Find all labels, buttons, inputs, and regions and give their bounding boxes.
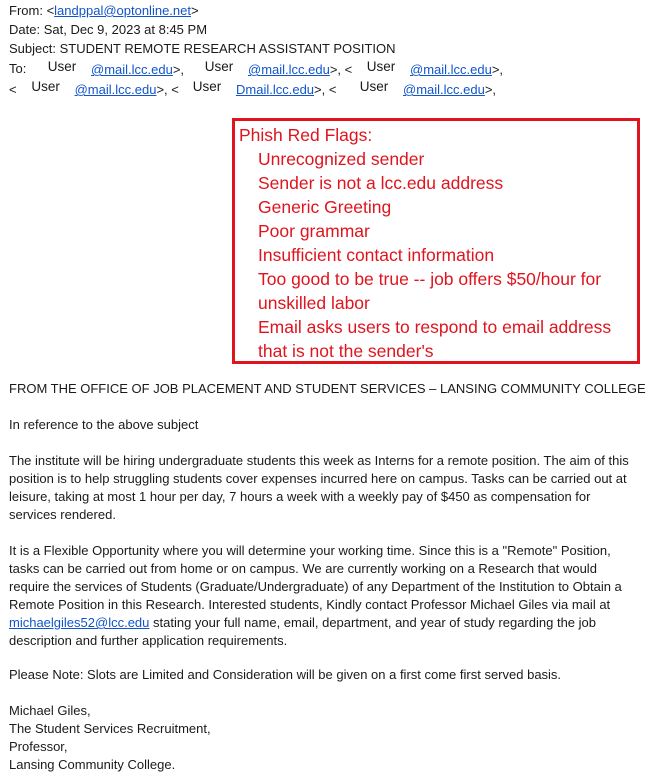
recipient-domain-link[interactable]: @mail.lcc.edu <box>410 62 492 77</box>
recipient-name: User <box>47 59 77 74</box>
from-bracket-open: < <box>46 3 55 18</box>
from-line <box>9 3 199 19</box>
contact-email-link[interactable]: michaelgiles52@lcc.edu <box>9 615 150 630</box>
recipient-domain-link[interactable]: @mail.lcc.edu <box>74 82 157 97</box>
recipient[interactable] <box>33 59 185 78</box>
paragraph-text: stating your full name, email, department, and year of study regarding the job description and further application requirements. <box>9 615 596 648</box>
red-flag-item: that is not the sender's <box>258 341 434 361</box>
red-flag-item: Unrecognized sender <box>258 149 425 169</box>
recipient-name: User <box>204 59 234 74</box>
date-label: Date: <box>9 22 41 37</box>
recipient-separator: >, <box>491 62 504 77</box>
recipient-separator: >, < <box>329 62 353 77</box>
subject-label: Subject: <box>9 41 56 56</box>
recipient-separator: >, < <box>156 82 179 97</box>
recipient-domain-link[interactable]: @mail.lcc.edu <box>403 82 485 97</box>
recipient-domain-link[interactable]: @mail.lcc.edu <box>248 62 330 77</box>
from-address-link[interactable]: landppal@optonline.net <box>54 3 191 18</box>
body-note: Please Note: Slots are Limited and Consideration will be given on a first come first served basis. <box>9 667 562 682</box>
recipient[interactable]: < User @mail.lcc.edu>, < <box>9 79 179 97</box>
from-label: From: <box>9 3 43 18</box>
red-flag-item: Generic Greeting <box>258 197 392 217</box>
signature-line: Lansing Community College. <box>9 757 176 772</box>
recipient-name: User <box>366 59 396 74</box>
red-flag-item: unskilled labor <box>258 293 370 313</box>
paragraph-text: It is a Flexible Opportunity where you will determine your working time. Since this is a "Remote" Position, tasks can be carried out from home or on campus. We are currently working on a Research that would require the services of Students (Graduate/Undergraduate) of any Department of the Institution to Obtain a Remote Position in this Research. Interested students, Kindly contact Professor Michael Giles via mail at <box>9 543 622 612</box>
recipient-name: User <box>31 79 60 94</box>
red-flags-title: Phish Red Flags: <box>239 125 373 145</box>
body-paragraph-1 <box>9 452 639 524</box>
red-flag-item: Insufficient contact information <box>258 245 495 265</box>
subject-line <box>9 41 396 57</box>
body-paragraph-2 <box>9 542 639 650</box>
to-label: To: <box>9 61 27 76</box>
red-flag-item: Email asks users to respond to email address <box>258 317 612 337</box>
body-heading: FROM THE OFFICE OF JOB PLACEMENT AND STUDENT SERVICES – LANSING COMMUNITY COLLEGE <box>9 381 646 396</box>
recipient[interactable] <box>190 59 353 78</box>
recipient[interactable] <box>178 79 337 98</box>
recipient[interactable] <box>345 79 497 98</box>
from-bracket-close: > <box>190 3 199 18</box>
recipient-domain-link[interactable]: Dmail.lcc.edu <box>236 82 315 97</box>
date-line <box>9 22 207 38</box>
recipient-name: User <box>192 79 222 94</box>
paragraph-text: The institute will be hiring undergraduate students this week as Interns for a remote position. The aim of this position is to help struggling students cover expenses incurred here on campus. Tasks can be carried out at leisure, taking at most 1 hour per day, 7 hours a week with a weekly pay of $450 as compensation for services rendered. <box>9 453 629 522</box>
recipient-separator: >, < <box>314 82 337 97</box>
red-flag-item: Sender is not a lcc.edu address <box>258 173 504 193</box>
red-flag-item: Poor grammar <box>258 221 370 241</box>
signature-block <box>9 702 639 774</box>
recipient-name: User <box>359 79 389 94</box>
recipient-domain-link[interactable]: @mail.lcc.edu <box>91 62 173 77</box>
date-value: Sat, Dec 9, 2023 at 8:45 PM <box>43 22 208 37</box>
recipient[interactable] <box>352 59 504 78</box>
signature-line: Michael Giles, <box>9 703 91 718</box>
signature-line: The Student Services Recruitment, <box>9 721 211 736</box>
subject-value: STUDENT REMOTE RESEARCH ASSISTANT POSITION <box>59 41 396 56</box>
red-flag-item: Too good to be true -- job offers $50/hour for <box>258 269 602 289</box>
recipient-separator: >, <box>484 82 497 97</box>
recipient-separator: >, <box>172 62 185 77</box>
signature-line: Professor, <box>9 739 68 754</box>
body-reference: In reference to the above subject <box>9 417 199 432</box>
phish-red-flags-box <box>232 118 640 364</box>
